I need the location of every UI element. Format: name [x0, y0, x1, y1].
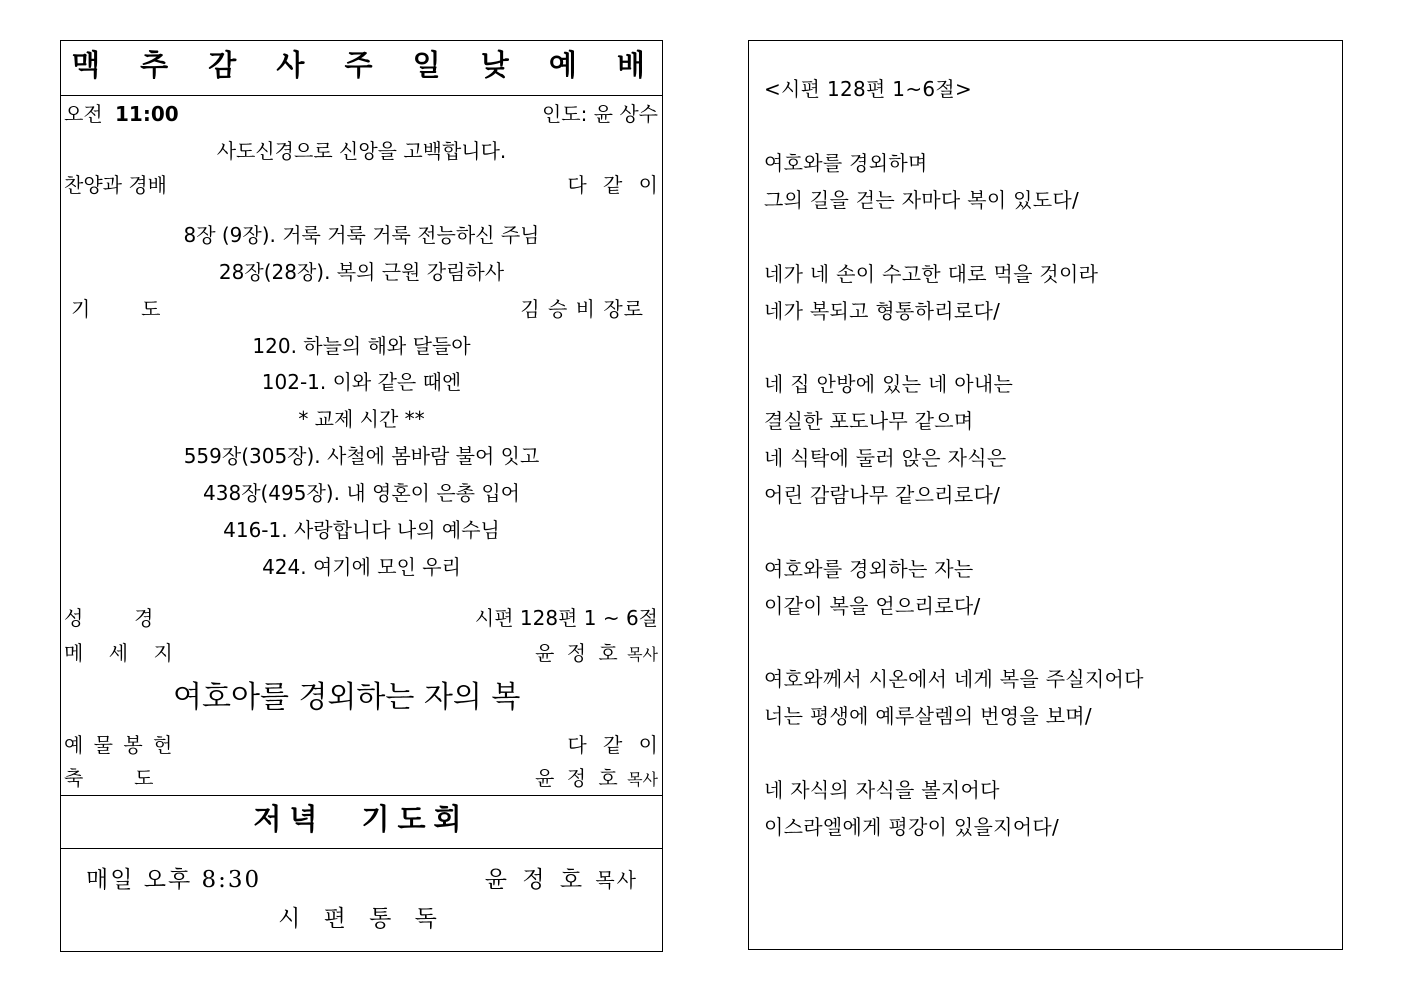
scripture-panel: [748, 40, 1343, 950]
benediction-label: 축 도: [64, 766, 154, 790]
verse-line: 네 집 안방에 있는 네 아내는: [764, 372, 1014, 396]
sermon-title: 여호아를 경외하는 자의 복: [173, 680, 521, 715]
time-label: 오전: [64, 102, 103, 126]
hymn-line: 28장(28장). 복의 근원 강림하사: [218, 260, 505, 284]
divider: [61, 848, 662, 849]
time-value: 11:00: [115, 102, 179, 126]
verse-line: 여호와를 경외하며: [764, 151, 928, 175]
verse-line: 네 식탁에 둘러 앉은 자식은: [764, 446, 1007, 470]
prayer-label: 기 도: [71, 297, 161, 321]
praise-who: 다 같 이: [567, 173, 658, 197]
hymn-line: 559장(305장). 사철에 봄바람 불어 잇고: [183, 444, 540, 468]
evening-leader: [485, 868, 638, 892]
verse-line: 네가 복되고 형통하리로다/: [764, 299, 1001, 323]
hymn-line: 438장(495장). 내 영혼이 은총 입어: [203, 481, 520, 505]
benediction-title: 목사: [627, 770, 658, 789]
verse-line: 너는 평생에 예루살렘의 번영을 보며/: [764, 704, 1092, 728]
fellowship-line: * 교제 시간 **: [298, 407, 425, 431]
creed-line: 사도신경으로 신앙을 고백합니다.: [216, 139, 507, 163]
benediction-minister: [535, 766, 658, 792]
verse-line: 네가 네 손이 수고한 대로 먹을 것이라: [764, 262, 1099, 286]
prayer-who: 김 승 비 장로: [520, 297, 644, 321]
service-time: [64, 102, 179, 126]
evening-program: 시 편 통 독: [278, 906, 445, 932]
hymn-line: 8장 (9장). 거룩 거룩 거룩 전능하신 주님: [183, 223, 540, 247]
worship-order-panel: [60, 40, 663, 952]
benediction-name: 윤 정 호: [535, 766, 621, 790]
verse-line: 어린 감람나무 같으리로다/: [764, 483, 1001, 507]
verse-line: 그의 길을 걷는 자마다 복이 있도다/: [764, 188, 1080, 212]
service-title: 맥 추 감 사 주 일 낮 예 배: [72, 48, 651, 82]
service-leader: 인도: 윤 상수: [541, 102, 658, 126]
evening-leader-title: 목사: [595, 868, 638, 892]
hymn-line: 416-1. 사랑합니다 나의 예수님: [223, 518, 500, 542]
scripture-ref: 시편 128편 1 ~ 6절: [474, 606, 658, 630]
song-line: 120. 하늘의 해와 달들아: [252, 334, 471, 358]
verse-line: 결실한 포도나무 같으며: [764, 409, 974, 433]
divider: [61, 95, 662, 96]
preacher: [535, 641, 658, 667]
song-line: 102-1. 이와 같은 때엔: [261, 370, 462, 394]
praise-label: 찬양과 경배: [64, 173, 167, 197]
verse-line: 여호와께서 시온에서 네게 복을 주실지어다: [764, 667, 1144, 691]
offering-label: 예 물 봉 헌: [64, 733, 175, 757]
verse-line: 여호와를 경외하는 자는: [764, 557, 974, 581]
hymn-line: 424. 여기에 모인 우리: [262, 555, 461, 579]
scripture-label: 성 경: [64, 606, 154, 630]
divider: [61, 795, 662, 796]
scripture-heading: <시편 128편 1~6절>: [764, 77, 973, 101]
verse-line: 네 자식의 자식을 볼지어다: [764, 778, 1000, 802]
verse-line: 이같이 복을 얻으리로다/: [764, 594, 981, 618]
preacher-title: 목사: [627, 645, 658, 664]
verse-line: 이스라엘에게 평강이 있을지어다/: [764, 815, 1060, 839]
evening-title: 저녁 기도회: [253, 802, 470, 836]
preacher-name: 윤 정 호: [535, 641, 621, 665]
evening-time: 매일 오후 8:30: [86, 867, 262, 893]
message-label: 메 세 지: [64, 641, 173, 665]
evening-leader-name: 윤 정 호: [484, 867, 587, 893]
offering-who: 다 같 이: [567, 733, 658, 757]
